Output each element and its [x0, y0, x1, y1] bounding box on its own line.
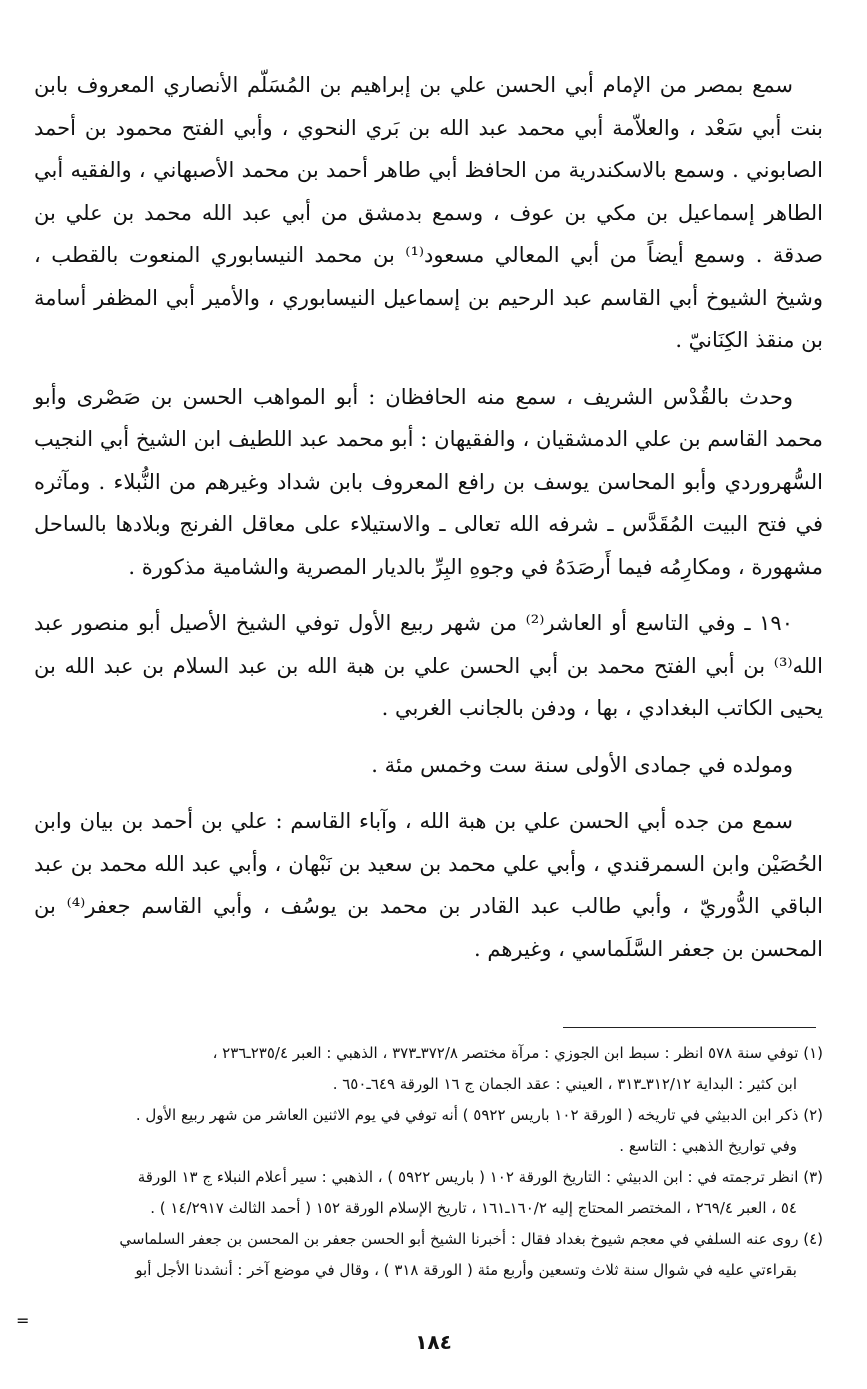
footnote-continuation: ٥٤ ، العبر ٢٦٩/٤ ، المختصر المحتاج إليه ١٦٠/٢ـ١٦١ ، تاريخ الإسلام الورقة ١٥٢ ( أحمد الثالث ١٤/٢٩١٧ ) .: [150, 1199, 797, 1217]
paragraph: ومولده في جمادى الأولى سنة ست وخمس مئة .: [371, 752, 793, 777]
footnote-text: (٢) ذكر ابن الدبيثي في تاريخه ( الورقة ١٠٢ باريس ٥٩٢٢ ) أنه توفي في يوم الاثنين العاشر من شهر ربيع الأول .: [135, 1106, 823, 1124]
footnote-text: (١) توفي سنة ٥٧٨ انظر : سبط ابن الجوزي : مرآة مختصر ٣٧٢/٨ـ٣٧٣ ، الذهبي : العبر ٢٣٥/٤ـ٢٣٦ ،: [212, 1044, 823, 1062]
paragraph: سمع من جده أبي الحسن علي بن هبة الله ، وآباء القاسم : علي بن أحمد بن بيان وابن الحُصَيْن وابن السمرقندي ، وأبي علي محمد بن سعيد بن نَبْهان ، وأبي عبد الله محمد بن عبد الباقي الدُّوريّ ، وأبي طالب عبد القادر بن محمد بن يوسُف ، وأبي القاسم جعفر⁽⁴⁾ بن المحسن بن جعفر السَّلَماسي ، وغيرهم .: [34, 809, 823, 961]
footnote-continuation: وفي تواريخ الذهبي : التاسع .: [619, 1137, 797, 1155]
footnote-separator: [563, 1027, 816, 1028]
page-number: ١٨٤: [415, 1330, 452, 1354]
footnote: [34, 1162, 823, 1224]
footnote-text: (٣) انظر ترجمته في : ابن الدبيثي : التاريخ الورقة ١٠٢ ( باريس ٥٩٢٢ ) ، الذهبي : سير أعلام النبلاء ج ١٣ الورقة: [137, 1168, 823, 1186]
paragraph: سمع بمصر من الإمام أبي الحسن علي بن إبراهيم بن المُسَلّم الأنصاري المعروف بابن بنت أبي سَعْد ، والعلاّمة أبي محمد عبد الله بن بَري النحوي ، وأبي الفتح محمود بن أحمد الصابوني . وسمع بالاسكندرية من الحافظ أبي طاهر أحمد بن محمد الأصبهاني ، والفقيه أبي الطاهر إسماعيل بن مكي بن عوف ، وسمع بدمشق من أبي عبد الله محمد بن علي بن صدقة . وسمع أيضاً من أبي المعالي مسعود⁽¹⁾ بن محمد النيسابوري المنعوت بالقطب ، وشيخ الشيوخ أبي القاسم عبد الرحيم بن إسماعيل النيسابوري ، والأمير أبي المظفر أسامة بن منقذ الكِنَانيّ .: [34, 73, 824, 352]
paragraph: وحدث بالقُدْس الشريف ، سمع منه الحافظان : أبو المواهب الحسن بن صَصْرى وأبو محمد القاسم بن علي الدمشقيان ، والفقيهان : أبو محمد عبد اللطيف ابن الشيخ أبي النجيب السُّهروردي وأبو المحاسن يوسف بن رافع المعروف بابن شداد وغيرهم من النُّبلاء . ومآثره في فتح البيت المُقَدَّس ـ شرفه الله تعالى ـ والاستيلاء على معاقل الفرنج وبلادها بالساحل مشهورة ، ومكارِمُه فيما أَرصَدَهُ في وجوهِ البِرِّ بالديار المصرية والشامية مذكورة .: [34, 384, 823, 579]
footnote-text: (٤) روى عنه السلفي في معجم شيوخ بغداد فقال : أخبرنا الشيخ أبو الحسن جعفر بن المحسن بن جعفر السلماسي: [119, 1230, 823, 1248]
paragraph: ١٩٠ ـ وفي التاسع أو العاشر⁽²⁾ من شهر ربيع الأول توفي الشيخ الأصيل أبو منصور عبد الله⁽³⁾ بن أبي الفتح محمد بن أبي الحسن علي بن هبة الله بن عبد السلام بن عبد الله بن يحيى الكاتب البغدادي ، بها ، ودفن بالجانب الغربي .: [34, 611, 823, 720]
footnotes: [34, 1038, 823, 1286]
footnote-continuation: ابن كثير : البداية ٣١٢/١٢ـ٣١٣ ، العيني : عقد الجمان ج ١٦ الورقة ٦٤٩ـ٦٥٠ .: [332, 1075, 797, 1093]
footnote: [34, 1224, 823, 1286]
main-text: [34, 64, 823, 970]
footnote: [34, 1100, 823, 1162]
continuation-mark: =: [16, 1311, 30, 1330]
footnote-continuation: بقراءتي عليه في شوال سنة ثلاث وتسعين وأربع مئة ( الورقة ٣١٨ ) ، وقال في موضع آخر : أنشدنا الأجل أبو: [135, 1261, 797, 1279]
footnote: [34, 1038, 823, 1100]
